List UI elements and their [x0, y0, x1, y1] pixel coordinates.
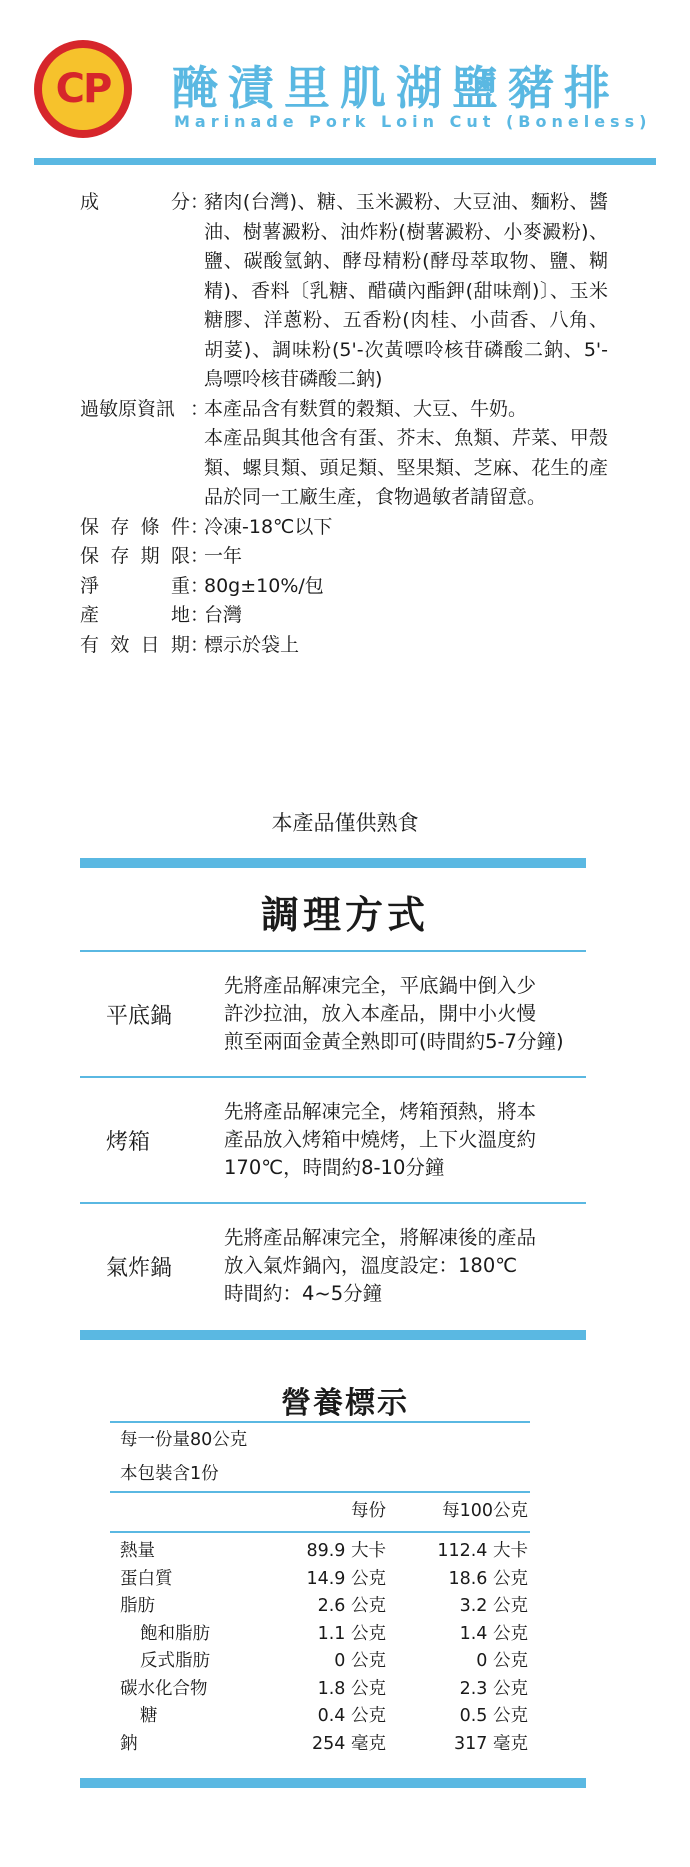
header-divider — [34, 158, 656, 165]
nutrient-per-serving: 1.8 公克 — [317, 1678, 386, 1699]
nutrient-name: 熱量 — [120, 1541, 155, 1561]
nutrient-name: 鈉 — [120, 1733, 138, 1754]
spec-label-ingredients: 成 分 — [80, 191, 190, 213]
nutrient-per-serving: 0 公克 — [334, 1651, 386, 1671]
nutrition-title: 營養標示 — [281, 1386, 409, 1421]
nutrition-row — [110, 1676, 530, 1703]
nutrient-per-serving: 89.9 大卡 — [306, 1541, 386, 1561]
method-oven-line-2: 產品放入烤箱中燒烤，上下火溫度約 — [224, 1128, 537, 1151]
method-air-fryer-name: 氣炸鍋 — [106, 1255, 173, 1281]
spec-ingredients: 成 分 ： 豬肉(台灣)、糖、玉米澱粉、大豆油、麵粉、醬油、樹薯澱粉、油炸粉(樹薯澱粉、小麥澱粉)、鹽、碳酸氫鈉、酵母精粉(酵母萃取物、鹽、糊精)、香料〔乳糖、醋磺內酯鉀(甜味劑)〕、玉米糖膠、洋蔥粉、五香粉(肉桂、小茴香、八角、胡荽)、調味粉(5'-次黃嘌呤核苷磷酸二鈉、5'-鳥嘌呤核苷磷酸二鈉) — [80, 188, 620, 395]
nutrient-per-100g: 18.6 公克 — [448, 1568, 528, 1589]
col-per-serving: 每份 — [351, 1501, 386, 1521]
nutrient-per-serving: 0.4 公克 — [317, 1706, 386, 1726]
method-air-fryer-line-1: 先將產品解凍完全，將解凍後的產品 — [224, 1226, 537, 1249]
spec-value-origin: 台灣 — [204, 604, 243, 626]
method-oven-name: 烤箱 — [106, 1129, 151, 1155]
col-per-100g: 每100公克 — [442, 1501, 528, 1521]
spec-origin: 產 地 ： 台灣 — [80, 601, 620, 631]
nutrition-row — [110, 1593, 530, 1620]
method-pan-line-1: 先將產品解凍完全，平底鍋中倒入少 — [224, 974, 537, 997]
spec-label-origin: 產 地 — [80, 604, 190, 626]
nutrition-top-line — [110, 1421, 530, 1423]
nutrient-name: 反式脂肪 — [140, 1651, 210, 1671]
method-pan-line-2: 許沙拉油，放入本產品，開中小火慢 — [224, 1002, 537, 1025]
nutrition-row — [110, 1566, 530, 1593]
product-title: 醃漬里肌湖鹽豬排 — [172, 61, 620, 115]
spec-net-weight: 淨 重 ： 80g±10%/包 — [80, 572, 620, 602]
cp-logo-inner — [42, 48, 124, 130]
product-specs — [80, 188, 620, 660]
nutrient-per-serving: 2.6 公克 — [317, 1596, 386, 1616]
servings-per-package: 本包裝含1份 — [120, 1464, 219, 1484]
spec-allergen: 過敏原資訊 ： 本產品含有麩質的穀類、大豆、牛奶。 本產品與其他含有蛋、芥末、魚類、芹菜、甲殼類、螺貝類、頭足類、堅果類、芝麻、花生的產品於同一工廠生產，食物過敏者請留意。 — [80, 395, 620, 513]
cooking-title: 調理方式 — [260, 893, 429, 937]
spec-label-expiry: 有 效 日 期 — [80, 633, 190, 656]
nutrient-per-100g: 317 毫克 — [454, 1733, 528, 1754]
spec-label-net-weight: 淨 重 — [80, 574, 190, 597]
spec-value-expiry: 標示於袋上 — [204, 633, 300, 656]
nutrition-bottom-bar — [80, 1778, 586, 1788]
nutrition-row — [110, 1621, 530, 1648]
nutrient-per-100g: 2.3 公克 — [459, 1678, 528, 1699]
spec-value-ingredients: 豬肉(台灣)、糖、玉米澱粉、大豆油、麵粉、醬油、樹薯澱粉、油炸粉(樹薯澱粉、小麥澱粉)、鹽、碳酸氫鈉、酵母精粉(酵母萃取物、鹽、糊精)、香料〔乳糖、醋磺內酯鉀(甜味劑)〕、玉米糖膠、洋蔥粉、五香粉(肉桂、小茴香、八角、胡荽)、調味粉(5'-次黃嘌呤核苷磷酸二鈉、5'-鳥嘌呤核苷磷酸二鈉) — [204, 191, 608, 390]
nutrition-row — [110, 1731, 530, 1758]
spec-expiry: 有 效 日 期 ： 標示於袋上 — [80, 631, 620, 661]
nutrient-name: 糖 — [140, 1706, 158, 1726]
nutrient-name: 碳水化合物 — [120, 1678, 208, 1699]
nutrient-per-serving: 14.9 公克 — [306, 1568, 386, 1589]
product-title-english: Marinade Pork Loin Cut (Boneless) — [174, 112, 652, 131]
cooking-top-bar — [80, 858, 586, 868]
method-air-fryer — [80, 1204, 586, 1328]
spec-value-allergen-1: 本產品含有麩質的穀類、大豆、牛奶。 — [204, 397, 528, 420]
spec-value-shelf-life: 一年 — [204, 545, 243, 567]
method-oven — [80, 1078, 586, 1202]
spec-shelf-life: 保 存 期 限 ： 一年 — [80, 542, 620, 572]
cook-note: 本產品僅供熟食 — [271, 811, 419, 835]
spec-label-storage: 保 存 條 件 — [80, 515, 190, 538]
method-pan-line-3: 煎至兩面金黃全熟即可(時間約5-7分鐘) — [224, 1030, 564, 1053]
nutrient-name: 飽和脂肪 — [140, 1623, 210, 1644]
nutrient-per-100g: 1.4 公克 — [459, 1623, 528, 1644]
nutrient-per-100g: 0 公克 — [476, 1651, 528, 1671]
method-pan — [80, 952, 586, 1076]
spec-storage: 保 存 條 件 ： 冷凍-18℃以下 — [80, 513, 620, 543]
method-pan-name: 平底鍋 — [106, 1003, 173, 1029]
nutrition-row — [110, 1538, 530, 1565]
method-air-fryer-line-2: 放入氣炸鍋內，溫度設定：180℃ — [224, 1254, 518, 1277]
method-oven-line-3: 170℃，時間約8-10分鐘 — [224, 1156, 445, 1179]
cp-logo — [34, 40, 132, 138]
serving-size: 每一份量80公克 — [120, 1430, 248, 1450]
spec-value-net-weight: 80g±10%/包 — [204, 574, 324, 597]
nutrient-per-100g: 112.4 大卡 — [437, 1541, 528, 1561]
nutrition-row — [110, 1648, 530, 1675]
nutrient-name: 脂肪 — [120, 1596, 155, 1616]
nutrition-line-3 — [110, 1531, 530, 1533]
nutrient-per-serving: 254 毫克 — [312, 1733, 386, 1754]
nutrient-name: 蛋白質 — [120, 1568, 173, 1589]
method-air-fryer-line-3: 時間約：4~5分鐘 — [224, 1282, 383, 1305]
nutrient-per-100g: 0.5 公克 — [459, 1706, 528, 1726]
cooking-bottom-bar — [80, 1330, 586, 1340]
method-oven-line-1: 先將產品解凍完全，烤箱預熱，將本 — [224, 1100, 537, 1123]
spec-label-shelf-life: 保 存 期 限 — [80, 545, 190, 567]
cp-logo-text: CP — [55, 66, 111, 112]
nutrient-per-serving: 1.1 公克 — [317, 1623, 386, 1644]
spec-value-allergen-2: 本產品與其他含有蛋、芥末、魚類、芹菜、甲殼類、螺貝類、頭足類、堅果類、芝麻、花生的產品於同一工廠生產，食物過敏者請留意。 — [204, 427, 608, 508]
spec-value-storage: 冷凍-18℃以下 — [204, 515, 333, 538]
nutrition-row — [110, 1703, 530, 1730]
nutrient-per-100g: 3.2 公克 — [459, 1596, 528, 1616]
nutrition-line-2 — [110, 1491, 530, 1493]
spec-label-allergen: 過敏原資訊 — [80, 397, 176, 420]
